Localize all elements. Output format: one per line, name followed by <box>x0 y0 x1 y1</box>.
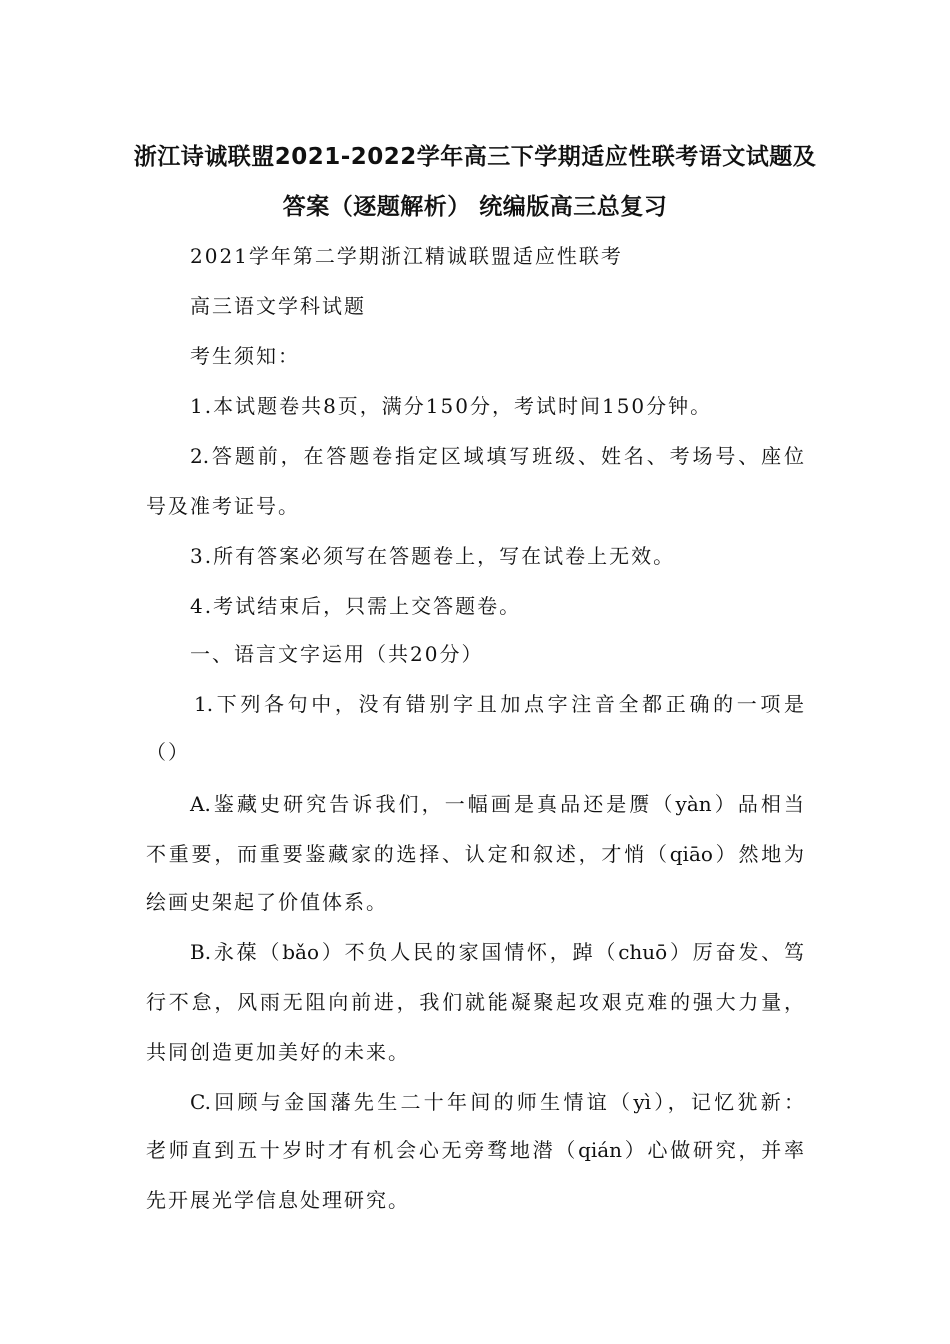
option-a-line-2: 不重要，而重要鉴藏家的选择、认定和叙述，才悄（qiāo）然地为 <box>146 842 804 866</box>
question-1-line-2: （） <box>146 740 190 764</box>
option-c-line-1: C.回顾与金国藩先生二十年间的师生情谊（yì），记忆犹新： <box>190 1090 804 1114</box>
section-heading: 一、语言文字运用（共20分） <box>190 642 484 666</box>
option-b-line-2: 行不怠，风雨无阻向前进，我们就能凝聚起攻艰克难的强大力量， <box>146 990 804 1014</box>
notice-item-2-line-2: 号及准考证号。 <box>146 494 300 518</box>
question-1-line-1: 1.下列各句中，没有错别字且加点字注音全都正确的一项是 <box>194 692 804 716</box>
document-title-line-1: 浙江诗诚联盟2021-2022学年高三下学期适应性联考语文试题及 <box>133 144 817 170</box>
notice-heading: 考生须知： <box>190 344 300 368</box>
notice-item-1: 1.本试题卷共8页，满分150分，考试时间150分钟。 <box>190 394 713 418</box>
option-a-line-3: 绘画史架起了价值体系。 <box>146 890 388 914</box>
option-b-line-3: 共同创造更加美好的未来。 <box>146 1040 410 1064</box>
option-c-line-3: 先开展光学信息处理研究。 <box>146 1188 410 1212</box>
exam-name: 2021学年第二学期浙江精诚联盟适应性联考 <box>190 244 623 268</box>
option-b-line-1: B.永葆（bǎo）不负人民的家国情怀，踔（chuō）厉奋发、笃 <box>190 940 804 964</box>
document-title-line-2: 答案（逐题解析） 统编版高三总复习 <box>282 194 668 220</box>
notice-item-4: 4.考试结束后，只需上交答题卷。 <box>190 594 522 618</box>
option-c-line-2: 老师直到五十岁时才有机会心无旁骛地潜（qián）心做研究，并率 <box>146 1138 804 1162</box>
option-a-line-1: A.鉴藏史研究告诉我们，一幅画是真品还是赝（yàn）品相当 <box>190 792 804 816</box>
notice-item-3: 3.所有答案必须写在答题卷上，写在试卷上无效。 <box>190 544 676 568</box>
exam-subject: 高三语文学科试题 <box>190 294 366 318</box>
notice-item-2-line-1: 2.答题前，在答题卷指定区域填写班级、姓名、考场号、座位 <box>190 444 804 468</box>
